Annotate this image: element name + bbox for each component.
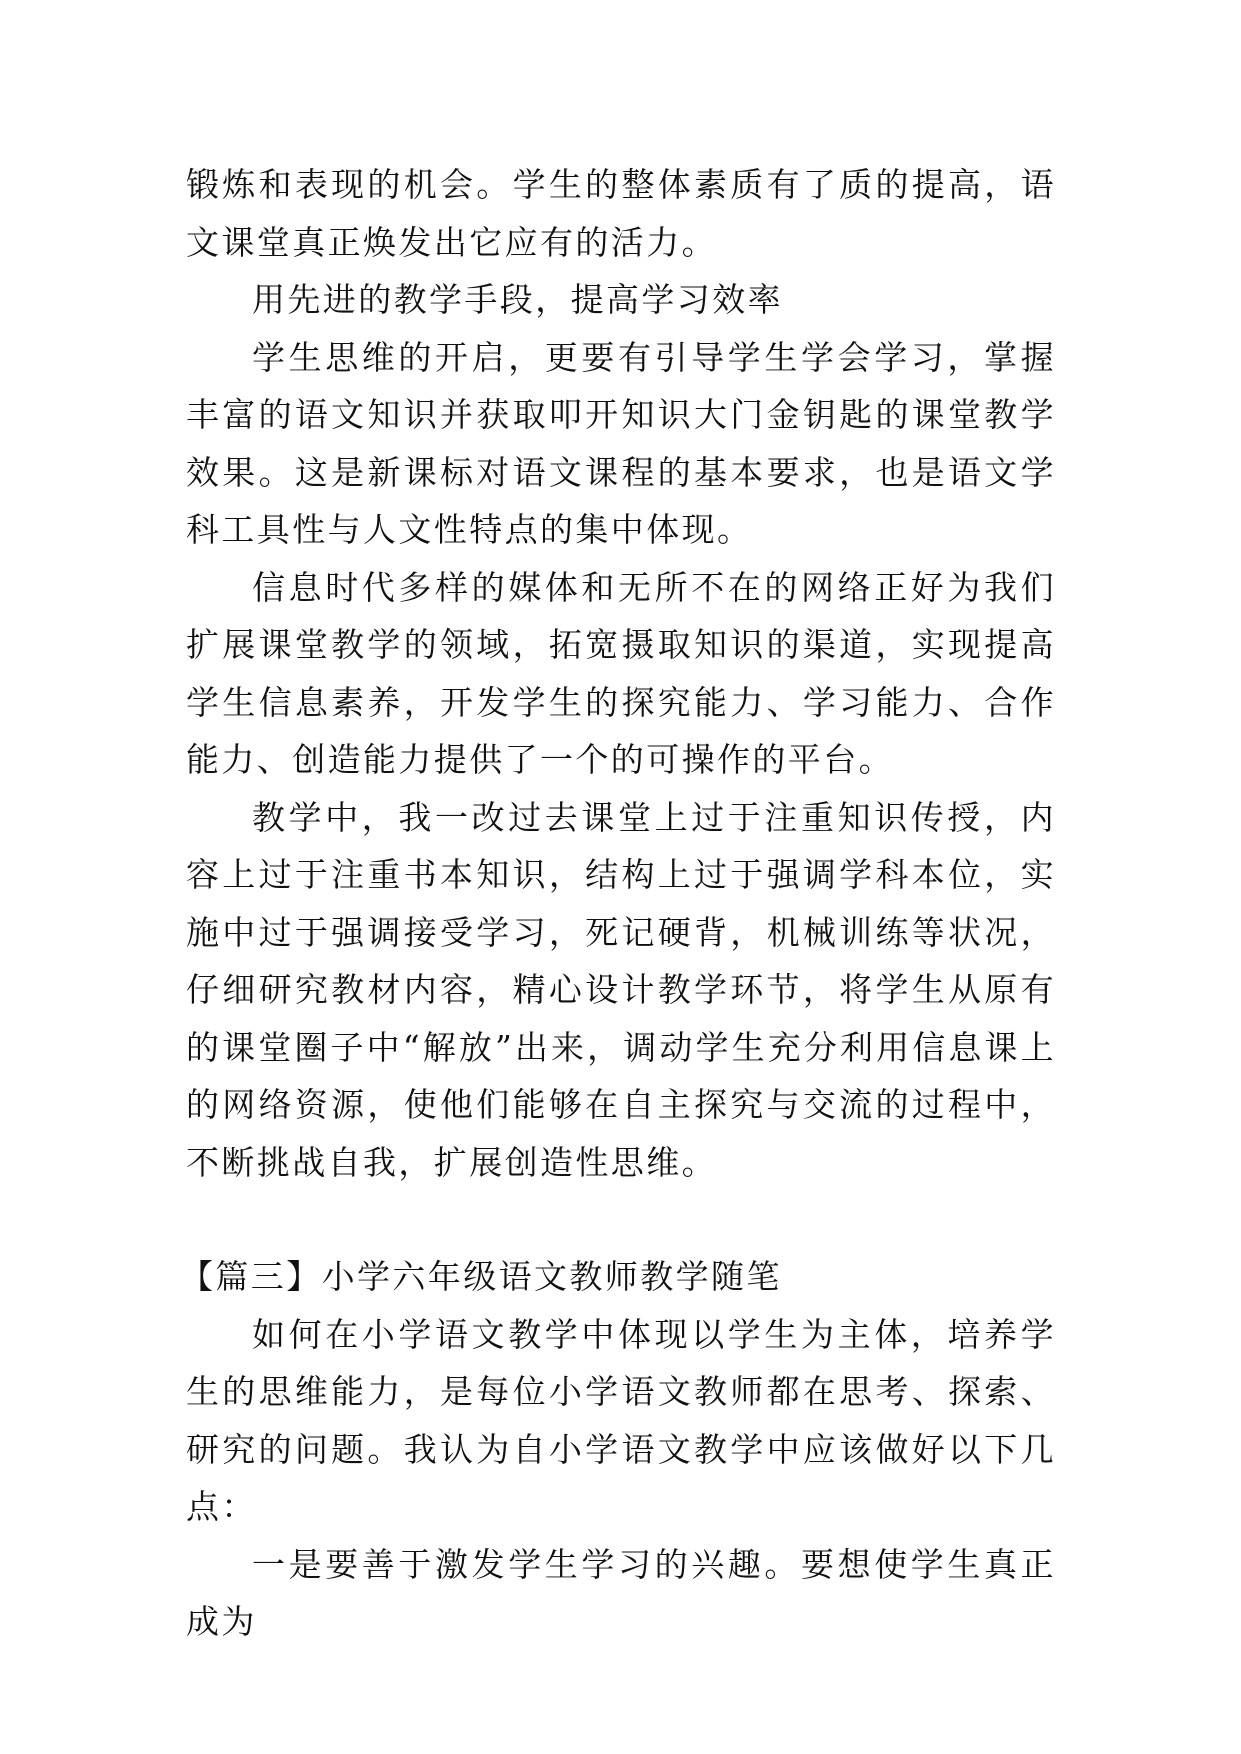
paragraph-1: 锻炼和表现的机会。学生的整体素质有了质的提高，语文课堂真正焕发出它应有的活力。 <box>186 165 1056 262</box>
paragraph-3: 信息时代多样的媒体和无所不在的网络正好为我们扩展课堂教学的领域，拓宽摄取知识的渠道，实现提高学生信息素养，开发学生的探究能力、学习能力、合作能力、创造能力提供了一个的可操作的平台。 <box>186 567 1056 779</box>
section-title: 【篇三】小学六年级语文教师教学随笔 <box>180 1257 782 1296</box>
section-spacer <box>186 1191 1056 1248</box>
paragraph-4: 教学中，我一改过去课堂上过于注重知识传授，内容上过于注重书本知识，结构上过于强调学科本位，实施中过于强调接受学习，死记硬背，机械训练等状况，仔细研究教材内容，精心设计教学环节，将学生从原有的课堂圈子中“解放”出来，调动学生充分利用信息课上的网络资源，使他们能够在自主探究与交流的过程中，不断挑战自我，扩展创造性思维。 <box>186 797 1056 1182</box>
document-body <box>180 156 1056 1651</box>
paragraph-2: 学生思维的开启，更要有引导学生学会学习，掌握丰富的语文知识并获取叩开知识大门金钥匙的课堂教学效果。这是新课标对语文课程的基本要求，也是语文学科工具性与人文性特点的集中体现。 <box>186 337 1056 549</box>
subheading-advanced-teaching-means: 用先进的教学手段，提高学习效率 <box>252 280 783 319</box>
paragraph-5: 如何在小学语文教学中体现以学生为主体，培养学生的思维能力，是每位小学语文教师都在思考、探索、研究的问题。我认为自小学语文教学中应该做好以下几点： <box>186 1314 1056 1526</box>
paragraph-6: 一是要善于激发学生学习的兴趣。要想使学生真正成为 <box>186 1544 1056 1641</box>
